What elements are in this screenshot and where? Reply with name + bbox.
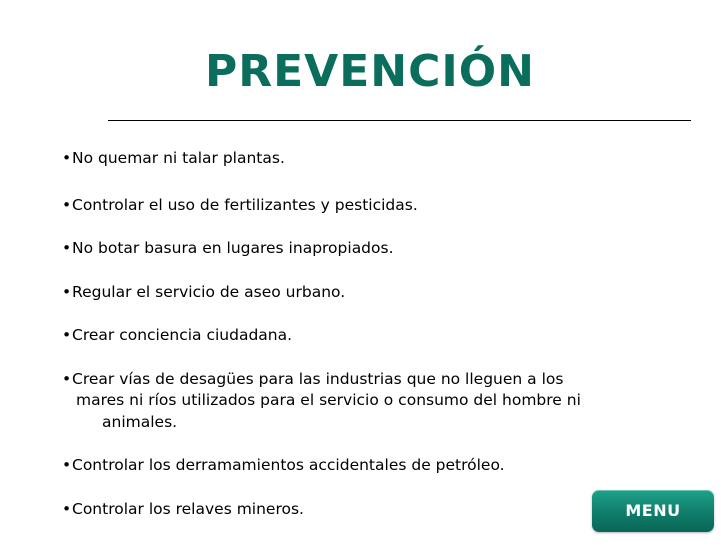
list-item (62, 282, 682, 303)
bullet-text: Regular el servicio de aseo urbano. (72, 283, 346, 301)
bullet-continuation: animales. (102, 413, 178, 431)
bullet-text: Controlar los relaves mineros. (72, 500, 304, 518)
menu-button[interactable]: MENU (592, 490, 714, 532)
bullet-text: No botar basura en lugares inapropiados. (72, 239, 394, 257)
bullet-marker: • (62, 326, 72, 344)
list-item (62, 148, 682, 169)
bullet-text: Controlar el uso de fertilizantes y pesticidas. (72, 196, 418, 214)
bullet-marker: • (62, 500, 72, 518)
bullet-text: Crear conciencia ciudadana. (72, 326, 293, 344)
list-item (62, 325, 682, 346)
list-item (62, 369, 682, 390)
slide-title: PREVENCIÓN (204, 46, 535, 97)
bullet-marker: • (62, 370, 72, 388)
list-item (62, 195, 682, 216)
bullet-marker: • (62, 283, 72, 301)
bullet-marker: • (62, 196, 72, 214)
bullet-marker: • (62, 239, 72, 257)
list-item (62, 455, 682, 476)
bullet-marker: • (62, 456, 72, 474)
list-item (62, 238, 682, 259)
bullet-text: Crear vías de desagües para las industrias que no lleguen a los (72, 370, 564, 388)
bullet-text: No quemar ni talar plantas. (72, 149, 285, 167)
bullet-text: Controlar los derramamientos accidentales de petróleo. (72, 456, 505, 474)
title-divider (108, 120, 691, 121)
bullet-marker: • (62, 149, 72, 167)
list-item (62, 499, 682, 520)
bullet-continuation: mares ni ríos utilizados para el servicio o consumo del hombre ni (76, 391, 581, 409)
